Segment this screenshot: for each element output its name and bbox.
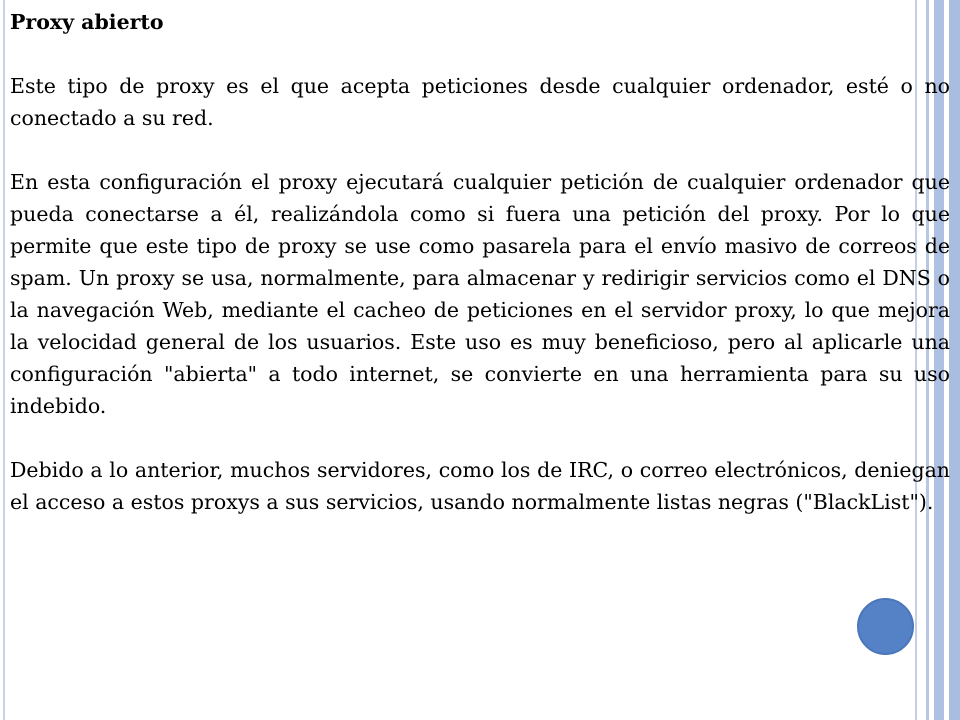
stripe — [949, 0, 960, 720]
paragraph-configuration: En esta configuración el proxy ejecutará cualquier petición de cualquier ordenador que pueda conectarse a él, realizándola como si fuera una petición del proxy. Por lo que permite que este tipo de proxy se use como pasarela para el envío masivo de correos de spam. Un proxy se usa, normalmente, para almacenar y redirigir servicios como el DNS o la navegación Web, mediante el cacheo de peticiones en el servidor proxy, lo que mejora la velocidad general de los usuarios. Este uso es muy beneficioso, pero al aplicarle una configuración "abierta" a todo internet, se convierte en una herramienta para su uso indebido. — [10, 170, 950, 418]
slide-title: Proxy abierto — [10, 10, 164, 34]
paragraph-consequence: Debido a lo anterior, muchos servidores, como los de IRC, o correo electrónicos, deniegan el acceso a estos proxys a sus servicios, usando normalmente listas negras ("BlackList"). — [10, 458, 950, 514]
paragraph-definition: Este tipo de proxy es el que acepta peticiones desde cualquier ordenador, esté o no conectado a su red. — [10, 74, 950, 130]
left-border-line — [3, 0, 5, 720]
slide-content — [10, 6, 950, 550]
decorative-circle — [857, 598, 914, 655]
